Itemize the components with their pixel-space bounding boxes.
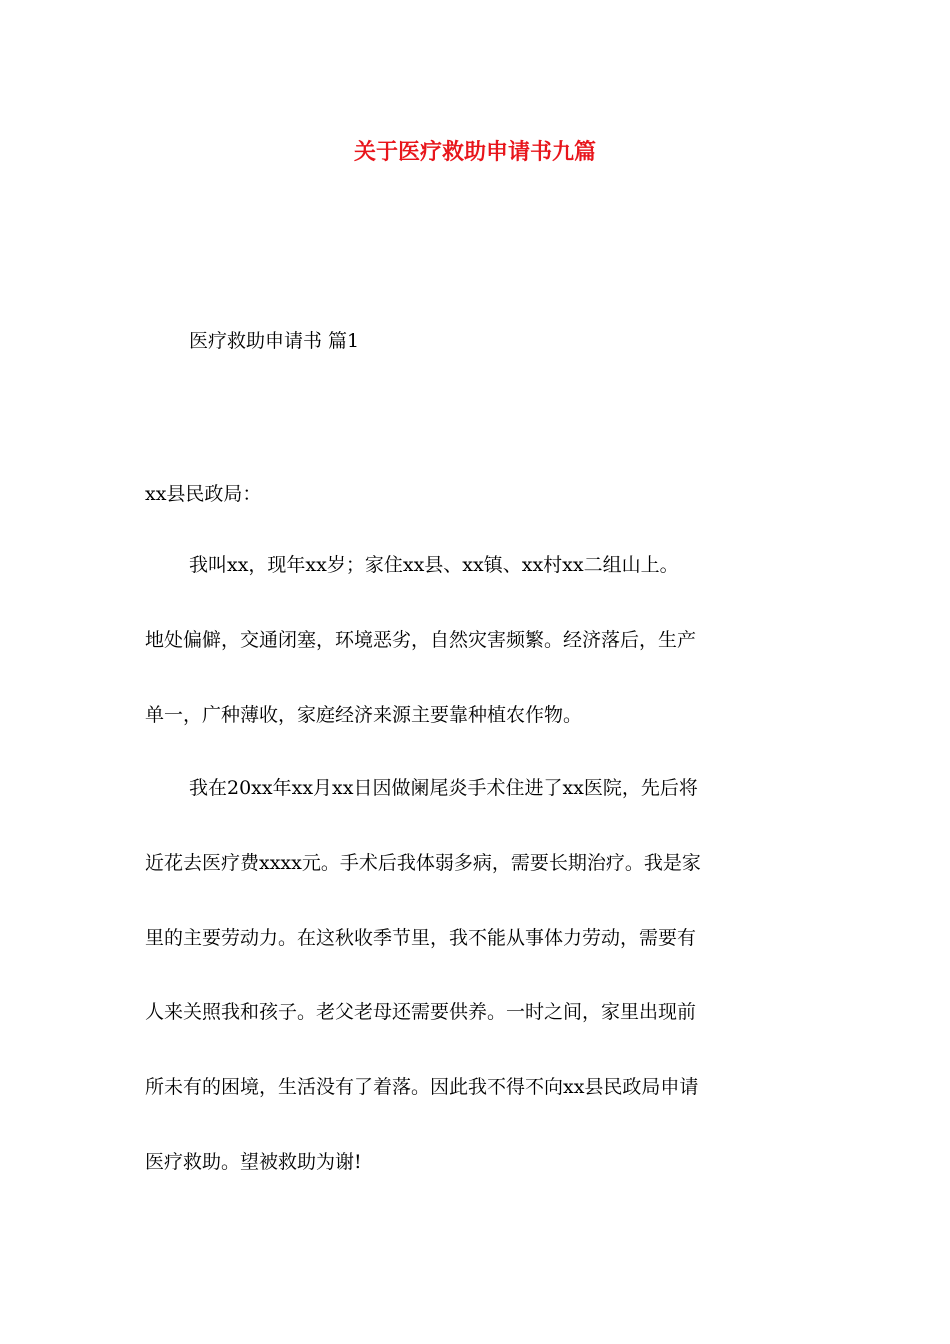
paragraph-line: 所未有的困境，生活没有了着落。因此我不得不向xx县民政局申请 <box>145 1076 699 1098</box>
document-title: 关于医疗救助申请书九篇 <box>353 139 596 165</box>
section-heading: 医疗救助申请书 篇1 <box>189 330 360 352</box>
paragraph-line: 近花去医疗费xxxx元。手术后我体弱多病，需要长期治疗。我是家 <box>145 852 701 874</box>
paragraph-line: 单一，广种薄收，家庭经济来源主要靠种植农作物。 <box>145 704 583 726</box>
paragraph-line: 人来关照我和孩子。老父老母还需要供养。一时之间，家里出现前 <box>145 1001 697 1023</box>
paragraph-line: 我在20xx年xx月xx日因做阑尾炎手术住进了xx医院，先后将 <box>189 777 698 799</box>
paragraph-line: 我叫xx，现年xx岁；家住xx县、xx镇、xx村xx二组山上。 <box>189 554 679 576</box>
paragraph-line: 里的主要劳动力。在这秋收季节里，我不能从事体力劳动，需要有 <box>145 927 697 949</box>
salutation: xx县民政局： <box>145 483 262 505</box>
paragraph-line: 医疗救助。望被救助为谢! <box>145 1151 362 1173</box>
paragraph-line: 地处偏僻，交通闭塞，环境恶劣，自然灾害频繁。经济落后，生产 <box>145 629 697 651</box>
